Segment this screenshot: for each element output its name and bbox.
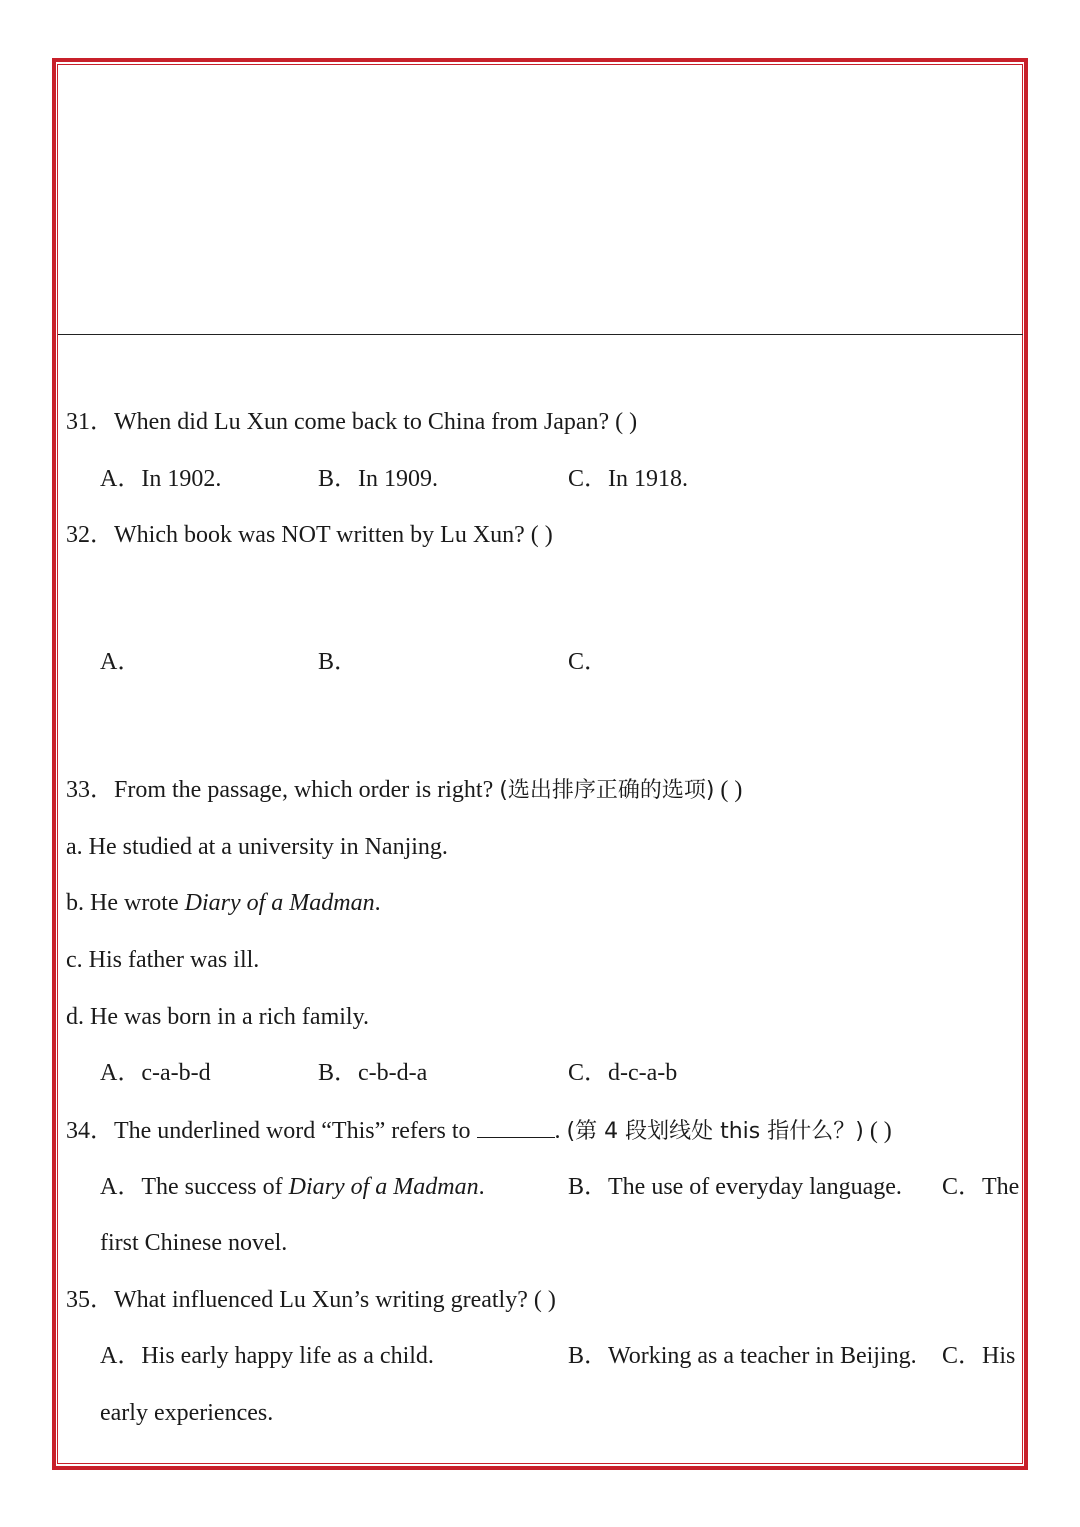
question-34-stem-mid: . — [554, 1118, 567, 1144]
question-32-option-c[interactable]: C． — [568, 649, 609, 675]
question-34-option-c-continued[interactable]: first Chinese novel. — [100, 1230, 288, 1256]
question-33-option-c[interactable]: C．d-c-a-b — [568, 1060, 678, 1086]
question-34-option-c[interactable]: C．The — [942, 1174, 1020, 1200]
question-34-option-a[interactable] — [100, 1172, 485, 1202]
answer-blank[interactable] — [477, 1115, 555, 1138]
question-33-stem-en: 33．From the passage, which order is right? — [66, 777, 500, 803]
question-34-stem-pre: 34．The underlined word “This” refers to — [66, 1118, 477, 1144]
question-32-option-a[interactable]: A． — [100, 649, 142, 675]
question-31-stem: 31．When did Lu Xun come back to China from Japan? ( ) — [66, 409, 638, 435]
question-33-stem-cn: (选出排序正确的选项) — [499, 778, 715, 803]
question-34-stem — [66, 1115, 892, 1147]
question-33-stem — [66, 775, 742, 806]
question-35-option-b[interactable]: B．Working as a teacher in Beijing. — [568, 1343, 917, 1369]
question-31-option-a[interactable]: A．In 1902. — [100, 466, 222, 492]
book-title: Diary of a Madman — [288, 1174, 479, 1200]
question-33-option-a[interactable]: A．c-a-b-d — [100, 1060, 211, 1086]
question-33-option-b[interactable]: B．c-b-d-a — [318, 1060, 428, 1086]
question-34-option-b[interactable]: B．The use of everyday language. — [568, 1174, 902, 1200]
question-34-option-a-pre: A．The success of — [100, 1174, 289, 1200]
question-34-stem-end: ( ) — [863, 1118, 892, 1144]
book-title: Diary of a Madman — [184, 890, 375, 916]
question-33-item-c: c. His father was ill. — [66, 947, 260, 973]
question-33-item-b — [66, 888, 381, 918]
question-35-stem: 35．What influenced Lu Xun’s writing greatly? ( ) — [66, 1287, 556, 1313]
question-33-stem-end: ( ) — [714, 777, 743, 803]
section-divider — [58, 334, 1023, 335]
question-35-option-c-continued[interactable]: early experiences. — [100, 1400, 274, 1426]
question-31-option-b[interactable]: B．In 1909. — [318, 466, 438, 492]
question-32-option-b[interactable]: B． — [318, 649, 359, 675]
question-35-option-c[interactable]: C．His — [942, 1343, 1016, 1369]
question-35-option-a[interactable]: A．His early happy life as a child. — [100, 1343, 434, 1369]
question-32-stem: 32．Which book was NOT written by Lu Xun? ( ) — [66, 522, 553, 548]
question-34-option-a-post: . — [478, 1174, 485, 1200]
question-33-item-a: a. He studied at a university in Nanjing. — [66, 834, 448, 860]
question-34-stem-cn: (第 4 段划线处 this 指什么？) — [566, 1119, 864, 1144]
question-33-item-d: d. He was born in a rich family. — [66, 1004, 370, 1030]
question-33-item-b-post: . — [374, 890, 381, 916]
question-33-item-b-pre: b. He wrote — [66, 890, 185, 916]
question-31-option-c[interactable]: C．In 1918. — [568, 466, 688, 492]
